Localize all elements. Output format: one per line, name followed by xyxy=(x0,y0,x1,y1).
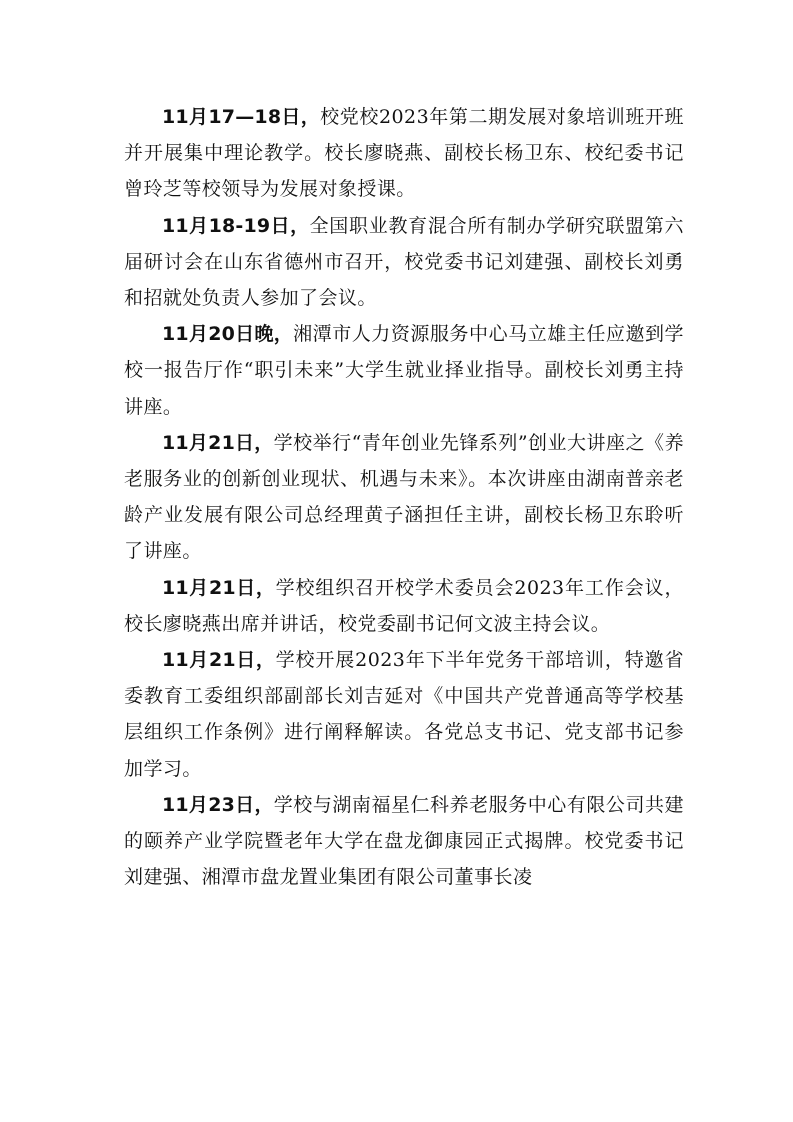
news-item-date: 11月17—18日， xyxy=(162,106,321,128)
news-item xyxy=(124,787,684,896)
news-item xyxy=(124,570,684,642)
news-item-text: 校党校2023年第二期发展对象培训班开班并开展集中理论教学。校长廖晓燕、副校长杨卫东、校纪委书记曾玲芝等校领导为发展对象授课。 xyxy=(124,106,685,201)
news-item-date: 11月21日， xyxy=(162,431,274,454)
news-item-date: 11月21日， xyxy=(162,576,276,599)
news-item xyxy=(124,99,684,208)
news-item-date: 11月21日， xyxy=(162,649,276,672)
news-item xyxy=(124,425,684,570)
news-item-text: 学校开展2023年下半年党务干部培训，特邀省委教育工委组织部副部长刘吉延对《中国共产党普通高等学校基层组织工作条例》进行阐释解读。各党总支书记、党支部书记参加学习。 xyxy=(124,649,684,780)
news-item-date: 11月23日， xyxy=(162,793,274,816)
news-item-text: 全国职业教育混合所有制办学研究联盟第六届研讨会在山东省德州市召开，校党委书记刘建强、副校长刘勇和招就处负责人参加了会议。 xyxy=(124,214,684,310)
news-item-text: 学校举行“青年创业先锋系列”创业大讲座之《养老服务业的创新创业现状、机遇与未来》。本次讲座由湖南普亲老龄产业发展有限公司总经理黄子涵担任主讲，副校长杨卫东聆听了讲座。 xyxy=(124,431,685,563)
news-item xyxy=(124,316,684,425)
news-item xyxy=(124,208,684,317)
news-item-date: 11月20日晚， xyxy=(162,323,294,346)
news-item-date: 11月18-19日， xyxy=(162,214,310,237)
news-item-text: 学校与湖南福星仁科养老服务中心有限公司共建的颐养产业学院暨老年大学在盘龙御康园正式揭牌。校党委书记刘建强、湘潭市盘龙置业集团有限公司董事长凌 xyxy=(124,793,684,889)
news-item xyxy=(124,642,684,787)
news-list xyxy=(124,99,684,895)
news-item-text: 湘潭市人力资源服务中心马立雄主任应邀到学校一报告厅作“职引未来”大学生就业择业指导。副校长刘勇主持讲座。 xyxy=(124,323,684,418)
news-item-text: 学校组织召开校学术委员会2023年工作会议，校长廖晓燕出席并讲话，校党委副书记何文波主持会议。 xyxy=(124,576,684,635)
